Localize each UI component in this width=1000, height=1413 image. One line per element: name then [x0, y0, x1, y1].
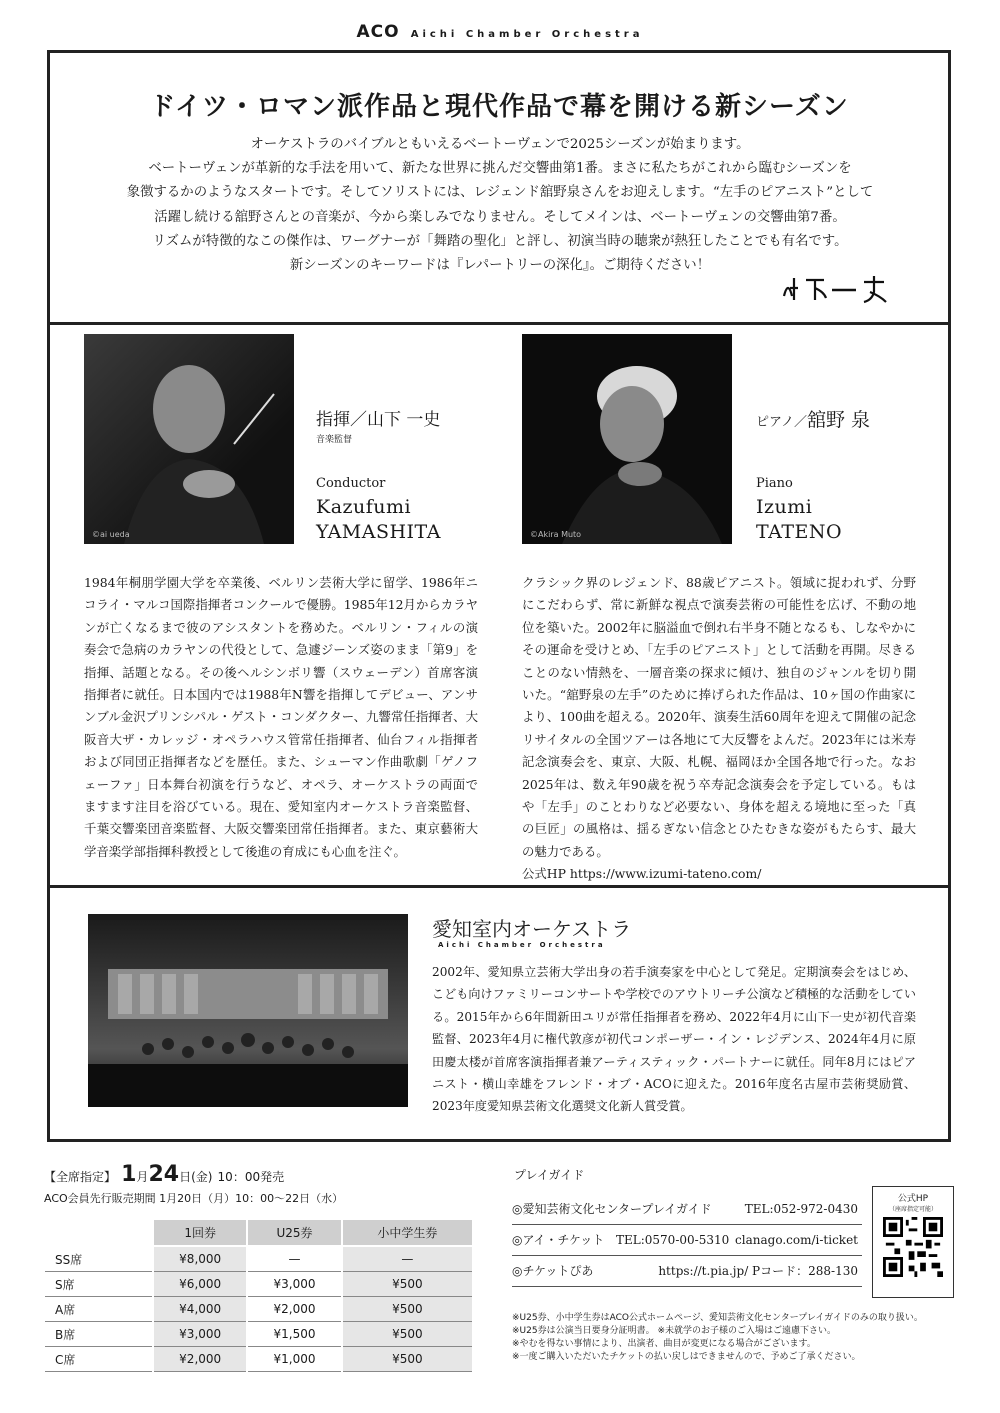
header — [0, 22, 1000, 42]
sale-weekday: (金) — [191, 1170, 213, 1184]
price-cell: ¥1,000 — [247, 1347, 341, 1372]
col-header: 小中学生券 — [342, 1219, 473, 1246]
pianist-eng-last: TATENO — [756, 521, 843, 543]
price-cell: ¥500 — [342, 1272, 473, 1297]
sale-day-unit: 日 — [179, 1170, 192, 1184]
table-row — [45, 1246, 473, 1272]
conductor-role: 指揮／ — [316, 410, 367, 430]
conductor-eng-first: Kazufumi — [316, 496, 412, 518]
pianist-name-block — [756, 405, 870, 432]
pianist-name: 舘野 泉 — [806, 409, 871, 431]
conductor-bio — [84, 572, 478, 863]
list-item[interactable] — [512, 1256, 862, 1287]
sale-date — [44, 1162, 284, 1187]
pianist-bio — [522, 572, 916, 886]
aco-logo: ACO — [356, 22, 400, 42]
price-table — [44, 1218, 474, 1372]
price-cell: ¥500 — [342, 1322, 473, 1347]
conductor-title: 音楽監督 — [316, 435, 353, 445]
intro-line: リズムが特徴的なこの傑作は、ワーグナーが「舞踏の聖化」と評し、初演当時の聴衆が熱狂したことでも有名です。 — [152, 233, 848, 249]
table-row — [45, 1272, 473, 1297]
guide-url[interactable]: clanago.com/i-ticket — [735, 1233, 858, 1247]
guide-name: ◎愛知芸術文化センタープレイガイド — [512, 1202, 712, 1216]
price-cell: ¥3,000 — [153, 1322, 247, 1347]
conductor-name: 山下 一史 — [367, 410, 441, 430]
price-cell: ¥500 — [342, 1347, 473, 1372]
playguide-list — [512, 1194, 862, 1287]
orchestra-subtitle: Aichi Chamber Orchestra — [438, 941, 606, 949]
sale-month-unit: 月 — [136, 1170, 149, 1184]
pianist-bio-text: クラシック界のレジェンド、88歳ピアニスト。領域に捉われず、分野にこだわらず、常に新鮮な視点で演奏芸術の可能性を広げ、不動の地位を築いた。2002年に脳溢血で倒れ右半身不随となるも、しなやかにその運命を受けとめ、「左手のピアニスト」として活動を再開。尽きることのない情熱を、一層音楽の探求に傾け、独自のジャンルを切り開いた。“舘野泉の左手”のために捧げられた作品は、10ヶ国の作曲家により、100曲を超える。2020年、演奏生活60周年を迎えて開催の記念リサイタルの全国ツアーは各地にて大反響をよんだ。2023年には米寿記念演奏会を、東京、大阪、札幌、福岡ほか全国各地で行った。なお2025年は、数え年90歳を祝う卒寿記念演奏会を予定している。もはや「左手」のことわりなど必要ない、身体を超える境地に至った「真の巨匠」の風格は、揺るぎない信念とひたむきな姿がもたらす、最大の魅力である。 — [522, 575, 916, 859]
price-cell: ¥3,000 — [247, 1272, 341, 1297]
page-title: ドイツ・ロマン派作品と現代作品で幕を開ける新シーズン — [149, 92, 849, 122]
table-row — [45, 1297, 473, 1322]
col-header: 1回券 — [153, 1219, 247, 1246]
seat-type: A席 — [45, 1297, 153, 1322]
seat-type: B席 — [45, 1322, 153, 1347]
intro-line: オーケストラのバイブルともいえるベートーヴェンで2025シーズンが始まります。 — [250, 137, 750, 152]
price-table-corner — [45, 1219, 153, 1246]
conductor-bio-text: 1984年桐朋学園大学を卒業後、ベルリン芸術大学に留学、1986年ニコライ・マルコ国際指揮者コンクールで優勝。1985年12月からカラヤンが亡くなるまで彼のアシスタントを務めた。ベルリン・フィルの演奏会で急病のカラヤンの代役として、急遽ジーンズ姿のまま「第9」を指揮、話題となる。その後ヘルシンボリ響（スウェーデン）首席客演指揮者に就任。日本国内では1988年N響を指揮してデビュー、アンサンブル金沢プリンシパル・ゲスト・コンダクター、九響常任指揮者、大阪音大ザ・カレッジ・オペラハウス管常任指揮者、仙台フィル指揮者および同団正指揮者などを歴任。また、シューマン作曲歌劇「ゲノフェーファ」日本舞台初演を行うなど、オペラ、オーケストラの両面でますます注目を浴びている。現在、愛知室内オーケストラ音楽監督、千葉交響楽団音楽監督、大阪交響楽団常任指揮者。また、東京藝術大学音楽学部指揮科教授として後進の育成にも心血を注ぐ。 — [84, 575, 478, 859]
playguide-title: プレイガイド — [514, 1168, 585, 1182]
sale-day: 24 — [148, 1162, 180, 1187]
price-cell: ¥1,500 — [247, 1322, 341, 1347]
conductor-eng-name — [316, 495, 441, 545]
guide-name: ◎チケットぴあ — [512, 1264, 594, 1278]
orchestra-photo — [88, 914, 408, 1107]
photo-credit: ©Akira Muto — [530, 530, 582, 539]
col-header: U25券 — [247, 1219, 341, 1246]
guide-info: TEL:052-972-0430 — [744, 1202, 858, 1216]
price-cell: ¥4,000 — [153, 1297, 247, 1322]
qr-code-icon[interactable] — [883, 1217, 943, 1277]
pianist-photo — [522, 334, 732, 544]
pianist-portrait-image — [522, 334, 732, 544]
conductor-eng-role: Conductor — [316, 476, 386, 491]
table-row — [45, 1347, 473, 1372]
pianist-role: ピアノ／ — [756, 415, 807, 430]
ticket-notes — [512, 1312, 962, 1364]
section-divider — [47, 322, 951, 325]
conductor-portrait-image — [84, 334, 294, 544]
conductor-photo — [84, 334, 294, 544]
qr-title: 公式HP — [897, 1194, 929, 1204]
seat-type: S席 — [45, 1272, 153, 1297]
note-line: ※やむを得ない事情により、出演者、曲目が変更になる場合がございます。 — [512, 1339, 816, 1349]
price-cell: ¥6,000 — [153, 1272, 247, 1297]
pianist-eng-role: Piano — [756, 476, 793, 491]
qr-subtitle: （座席指定可能） — [888, 1206, 937, 1213]
note-line: ※U25券、小中学生券はACO公式ホームページ、愛知芸術文化センタープレイガイドのみの取り扱い。 — [512, 1313, 923, 1323]
orchestra-bio — [432, 961, 916, 1118]
intro-line: 新シーズンのキーワードは『レパートリーの深化』。ご期待ください！ — [289, 258, 711, 274]
intro-line: ベートーヴェンが革新的な手法を用いて、新たな世界に挑んだ交響曲第1番。まさに私たちがこれから臨むシーズンを — [148, 161, 852, 177]
table-row — [45, 1322, 473, 1347]
price-cell: ¥500 — [342, 1297, 473, 1322]
orchestra-stage-image — [88, 914, 408, 1107]
price-table-header — [45, 1219, 473, 1246]
list-item[interactable] — [512, 1194, 862, 1225]
photo-credit: ©ai ueda — [92, 530, 130, 539]
conductor-name-block — [316, 405, 440, 430]
list-item[interactable] — [512, 1225, 862, 1256]
pianist-hp-link[interactable]: 公式HP https://www.izumi-tateno.com/ — [522, 866, 762, 882]
seat-type: SS席 — [45, 1246, 153, 1272]
sale-time: 10：00発売 — [217, 1170, 285, 1184]
section-divider — [47, 885, 951, 888]
pianist-eng-first: Izumi — [756, 496, 813, 518]
pianist-eng-name — [756, 495, 842, 545]
price-cell: — — [342, 1246, 473, 1272]
sale-label: 【全席指定】 — [44, 1170, 117, 1184]
seat-type: C席 — [45, 1347, 153, 1372]
intro-line: 象徴するかのようなスタートです。そしてソリストには、レジェンド舘野泉さんをお迎えします。“左手のピアニスト”として — [126, 185, 874, 201]
note-line: ※U25券は公演当日要身分証明書。 ※未就学のお子様のご入場はご遠慮下さい。 — [512, 1326, 836, 1336]
sale-month: 1 — [121, 1162, 137, 1187]
price-cell: — — [247, 1246, 341, 1272]
price-cell: ¥8,000 — [153, 1246, 247, 1272]
intro-text — [90, 133, 910, 278]
price-cell: ¥2,000 — [153, 1347, 247, 1372]
price-cell: ¥2,000 — [247, 1297, 341, 1322]
note-line: ※一度ご購入いただいたチケットの払い戻しはできませんので、予めご了承ください。 — [512, 1352, 861, 1362]
qr-box[interactable] — [872, 1186, 954, 1298]
orchestra-title: 愛知室内オーケストラ — [432, 917, 632, 941]
presale-period: ACO会員先行販売期間 1月20日（月）10：00〜22日（水） — [44, 1192, 344, 1205]
orchestra-bio-text: 2002年、愛知県立芸術大学出身の若手演奏家を中心として発足。定期演奏会をはじめ、こども向けファミリーコンサートや学校でのアウトリーチ公演など積極的な活動をしている。2015年から6年間新田ユリが常任指揮者を務め、2022年4月に山下一史が初代音楽監督、2023年4月に権代敦彦が初代コンポーザー・イン・レジデンス、2024年4月に原田慶太楼が首席客演指揮者兼アーティスティック・パートナーに就任。同年8月にはピアニスト・横山幸雄をフレンド・オブ・ACOに迎えた。2016年度名古屋市芸術奨励賞、2023年度愛知県芸術文化選奨文化新人賞受賞。 — [432, 965, 916, 1114]
guide-name: ◎アイ・チケット — [512, 1233, 605, 1247]
conductor-eng-last: YAMASHITA — [316, 521, 441, 543]
guide-info: TEL:0570-00-5310 — [616, 1233, 730, 1247]
guide-info: https://t.pia.jp/ Pコード：288-130 — [658, 1264, 858, 1278]
intro-line: 活躍し続ける舘野さんとの音楽が、今から楽しみでなりません。そしてメインは、ベートーヴェンの交響曲第7番。 — [154, 209, 846, 225]
aco-logo-subtitle: Aichi Chamber Orchestra — [410, 29, 644, 40]
signature-image — [780, 270, 890, 306]
